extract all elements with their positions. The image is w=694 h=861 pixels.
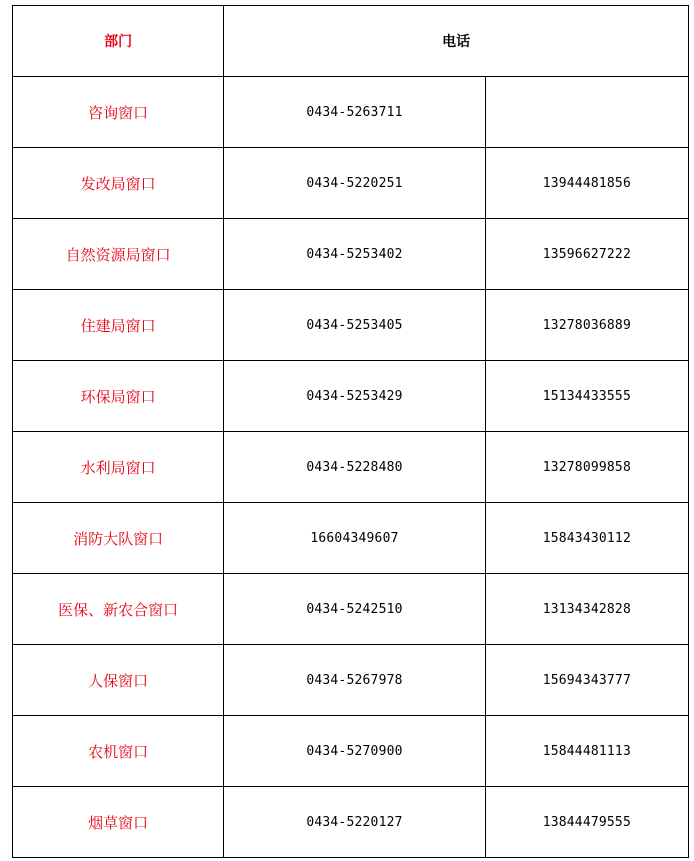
department-phone-table xyxy=(12,5,689,858)
department-name-cell: 水利局窗口 xyxy=(13,432,224,503)
mobile-phone-cell: 13596627222 xyxy=(485,219,688,290)
department-name-cell: 咨询窗口 xyxy=(13,77,224,148)
table-row xyxy=(13,219,689,290)
department-name-cell: 环保局窗口 xyxy=(13,361,224,432)
mobile-phone-cell: 13278099858 xyxy=(485,432,688,503)
landline-phone-cell: 0434-5267978 xyxy=(224,645,485,716)
landline-phone-cell: 0434-5270900 xyxy=(224,716,485,787)
table-row xyxy=(13,787,689,858)
mobile-phone-cell: 13844479555 xyxy=(485,787,688,858)
header-phone: 电话 xyxy=(224,6,689,77)
table-row xyxy=(13,574,689,645)
mobile-phone-cell: 13134342828 xyxy=(485,574,688,645)
mobile-phone-cell: 15843430112 xyxy=(485,503,688,574)
landline-phone-cell: 0434-5253405 xyxy=(224,290,485,361)
table-row xyxy=(13,148,689,219)
table-row xyxy=(13,290,689,361)
landline-phone-cell: 0434-5253429 xyxy=(224,361,485,432)
mobile-phone-cell: 13944481856 xyxy=(485,148,688,219)
department-name-cell: 消防大队窗口 xyxy=(13,503,224,574)
table-row xyxy=(13,716,689,787)
mobile-phone-cell: 15844481113 xyxy=(485,716,688,787)
mobile-phone-cell xyxy=(485,77,688,148)
department-name-cell: 烟草窗口 xyxy=(13,787,224,858)
table-body xyxy=(13,77,689,858)
header-department: 部门 xyxy=(13,6,224,77)
mobile-phone-cell: 13278036889 xyxy=(485,290,688,361)
landline-phone-cell: 0434-5220127 xyxy=(224,787,485,858)
table-row xyxy=(13,77,689,148)
department-name-cell: 医保、新农合窗口 xyxy=(13,574,224,645)
table-row xyxy=(13,645,689,716)
landline-phone-cell: 0434-5228480 xyxy=(224,432,485,503)
mobile-phone-cell: 15694343777 xyxy=(485,645,688,716)
landline-phone-cell: 0434-5220251 xyxy=(224,148,485,219)
table-row xyxy=(13,361,689,432)
table-row xyxy=(13,503,689,574)
landline-phone-cell: 0434-5263711 xyxy=(224,77,485,148)
table-header-row xyxy=(13,6,689,77)
contact-table-container xyxy=(12,5,689,858)
mobile-phone-cell: 15134433555 xyxy=(485,361,688,432)
landline-phone-cell: 16604349607 xyxy=(224,503,485,574)
department-name-cell: 人保窗口 xyxy=(13,645,224,716)
landline-phone-cell: 0434-5253402 xyxy=(224,219,485,290)
landline-phone-cell: 0434-5242510 xyxy=(224,574,485,645)
department-name-cell: 农机窗口 xyxy=(13,716,224,787)
table-row xyxy=(13,432,689,503)
department-name-cell: 发改局窗口 xyxy=(13,148,224,219)
department-name-cell: 自然资源局窗口 xyxy=(13,219,224,290)
department-name-cell: 住建局窗口 xyxy=(13,290,224,361)
